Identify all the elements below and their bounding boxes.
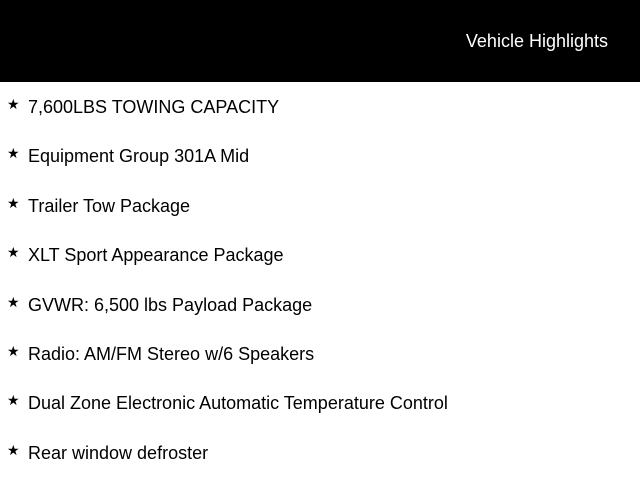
- highlights-list: [0, 82, 640, 477]
- star-icon: ★: [7, 393, 20, 410]
- list-item: [0, 329, 640, 378]
- list-item: [0, 428, 640, 477]
- star-icon: ★: [7, 195, 20, 212]
- highlight-label: Equipment Group 301A Mid: [28, 146, 250, 167]
- header-bar: [0, 0, 640, 82]
- star-icon: ★: [7, 294, 20, 311]
- highlight-label: Trailer Tow Package: [28, 195, 191, 216]
- highlight-label: Radio: AM/FM Stereo w/6 Speakers: [28, 343, 315, 364]
- highlight-label: GVWR: 6,500 lbs Payload Package: [28, 294, 313, 315]
- star-icon: ★: [7, 343, 20, 360]
- page-title: Vehicle Highlights: [465, 31, 608, 51]
- star-icon: ★: [7, 442, 20, 459]
- highlight-label: Dual Zone Electronic Automatic Temperature Control: [28, 393, 448, 414]
- list-item: [0, 280, 640, 329]
- star-icon: ★: [7, 146, 20, 163]
- highlight-label: XLT Sport Appearance Package: [28, 245, 284, 266]
- list-item: [0, 230, 640, 279]
- list-item: [0, 82, 640, 131]
- list-item: [0, 378, 640, 427]
- star-icon: ★: [7, 245, 20, 262]
- list-item: [0, 131, 640, 180]
- star-icon: ★: [7, 97, 20, 113]
- highlight-label: 7,600LBS TOWING CAPACITY: [28, 97, 280, 117]
- list-item: [0, 181, 640, 230]
- highlight-label: Rear window defroster: [28, 442, 209, 463]
